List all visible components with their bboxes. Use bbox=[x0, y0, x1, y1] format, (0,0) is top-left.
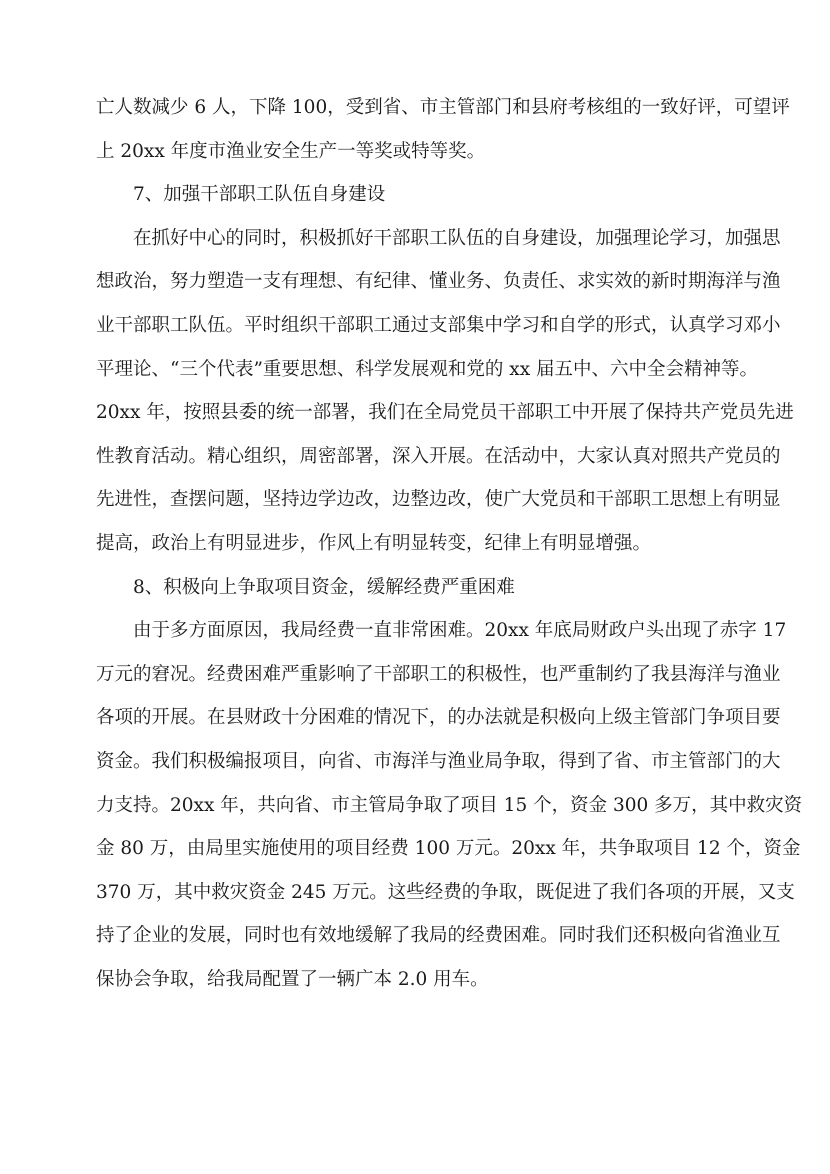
text-line: 力支持。20xx 年，共向省、市主管局争取了项目 15 个，资金 300 多万，其中救灾资 bbox=[96, 794, 803, 816]
text-line: 金 80 万，由局里实施使用的项目经费 100 万元。20xx 年，共争取项目 12 个，资金 bbox=[96, 838, 801, 860]
paragraph bbox=[96, 86, 790, 173]
text-line: 资金。我们积极编报项目，向省、市海洋与渔业局争取，得到了省、市主管部门的大 bbox=[96, 750, 781, 772]
text-line: 性教育活动。精心组织，周密部署，深入开展。在活动中，大家认真对照共产党员的 bbox=[96, 445, 781, 467]
paragraph bbox=[96, 217, 794, 566]
document-page bbox=[96, 86, 803, 1001]
text-line: 提高，政治上有明显进步，作风上有明显转变，纪律上有明显增强。 bbox=[96, 532, 652, 554]
text-line: 8、积极向上争取项目资金，缓解经费严重困难 bbox=[133, 576, 515, 598]
text-line: 平理论、“三个代表”重要思想、科学发展观和党的 xx 届五中、六中全会精神等。 bbox=[96, 358, 759, 380]
text-line: 20xx 年，按照县委的统一部署，我们在全局党员干部职工中开展了保持共产党员先进 bbox=[96, 402, 794, 424]
section-heading bbox=[96, 173, 736, 217]
text-line: 亡人数减少 6 人，下降 100，受到省、市主管部门和县府考核组的一致好评，可望评 bbox=[96, 97, 790, 118]
text-line: 370 万，其中救灾资金 245 万元。这些经费的争取，既促进了我们各项的开展，又支 bbox=[96, 881, 795, 903]
text-line: 想政治，努力塑造一支有理想、有纪律、懂业务、负责任、求实效的新时期海洋与渔 bbox=[96, 271, 781, 293]
text-line: 先进性，查摆问题，坚持边学边改，边整边改，使广大党员和干部职工思想上有明显 bbox=[96, 489, 781, 511]
text-line: 业干部职工队伍。平时组织干部职工通过支部集中学习和自学的形式，认真学习邓小 bbox=[96, 314, 781, 336]
text-line: 各项的开展。在县财政十分困难的情况下，的办法就是积极向上级主管部门争项目要 bbox=[96, 707, 781, 729]
text-line: 在抓好中心的同时，积极抓好干部职工队伍的自身建设，加强理论学习，加强思 bbox=[133, 227, 781, 249]
text-line: 上 20xx 年度市渔业安全生产一等奖或特等奖。 bbox=[96, 140, 486, 162]
text-line: 万元的窘况。经费困难严重影响了干部职工的积极性，也严重制约了我县海洋与渔业 bbox=[96, 663, 781, 685]
text-line: 由于多方面原因，我局经费一直非常困难。20xx 年底局财政户头出现了赤字 17 bbox=[133, 620, 787, 642]
text-line: 7、加强干部职工队伍自身建设 bbox=[133, 184, 386, 206]
paragraph bbox=[96, 609, 803, 1001]
section-heading bbox=[96, 566, 736, 610]
text-line: 持了企业的发展，同时也有效地缓解了我局的经费困难。同时我们还积极向省渔业互 bbox=[96, 925, 781, 947]
text-line: 保协会争取，给我局配置了一辆广本 2.0 用车。 bbox=[96, 968, 489, 990]
